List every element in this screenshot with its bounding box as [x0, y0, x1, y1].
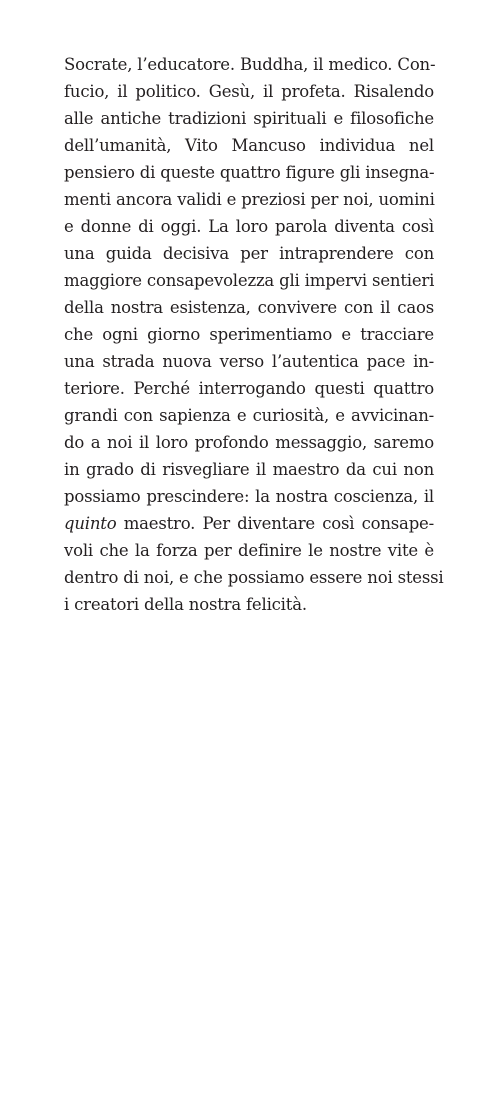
blurb-line-5: pensiero di queste quattro figure gli insegna- — [64, 163, 435, 182]
blurb-line-4: dell’umanità, Vito Mancuso individua nel — [64, 136, 434, 155]
blurb-line-16: in grado di risvegliare il maestro da cui non — [64, 460, 434, 479]
blurb-line-19: voli che la forza per definire le nostre vite è — [64, 541, 434, 560]
blurb-line-17: possiamo prescindere: la nostra coscienza, il — [64, 487, 434, 506]
italic-word-quinto: quinto — [64, 514, 117, 533]
blurb-line-3: alle antiche tradizioni spirituali e filosofiche — [64, 109, 434, 128]
blurb-line-21: i creatori della nostra felicità. — [64, 595, 307, 614]
blurb-line-12: una strada nuova verso l’autentica pace in- — [64, 352, 434, 371]
blurb-line-18-rest: maestro. Per diventare così consape- — [116, 514, 434, 533]
blurb-line-13: teriore. Perché interrogando questi quattro — [64, 379, 434, 398]
blurb-line-10: della nostra esistenza, convivere con il caos — [64, 298, 434, 317]
blurb-line-2: fucio, il politico. Gesù, il profeta. Risalendo — [64, 82, 434, 101]
blurb-line-1: Socrate, l’educatore. Buddha, il medico. Con- — [64, 55, 436, 74]
blurb-line-20: dentro di noi, e che possiamo essere noi stessi — [64, 568, 444, 587]
blurb-line-6: menti ancora validi e preziosi per noi, uomini — [64, 190, 435, 209]
blurb-line-7: e donne di oggi. La loro parola diventa così — [64, 217, 434, 236]
blurb-line-8: una guida decisiva per intraprendere con — [64, 244, 434, 263]
blurb-line-14: grandi con sapienza e curiosità, e avvicinan- — [64, 406, 434, 425]
blurb-line-15: do a noi il loro profondo messaggio, saremo — [64, 433, 434, 452]
blurb-line-11: che ogni giorno sperimentiamo e tracciare — [64, 325, 434, 344]
blurb-line-9: maggiore consapevolezza gli impervi sentieri — [64, 271, 435, 290]
blurb-text — [64, 51, 444, 618]
blurb-line-18 — [64, 510, 434, 537]
